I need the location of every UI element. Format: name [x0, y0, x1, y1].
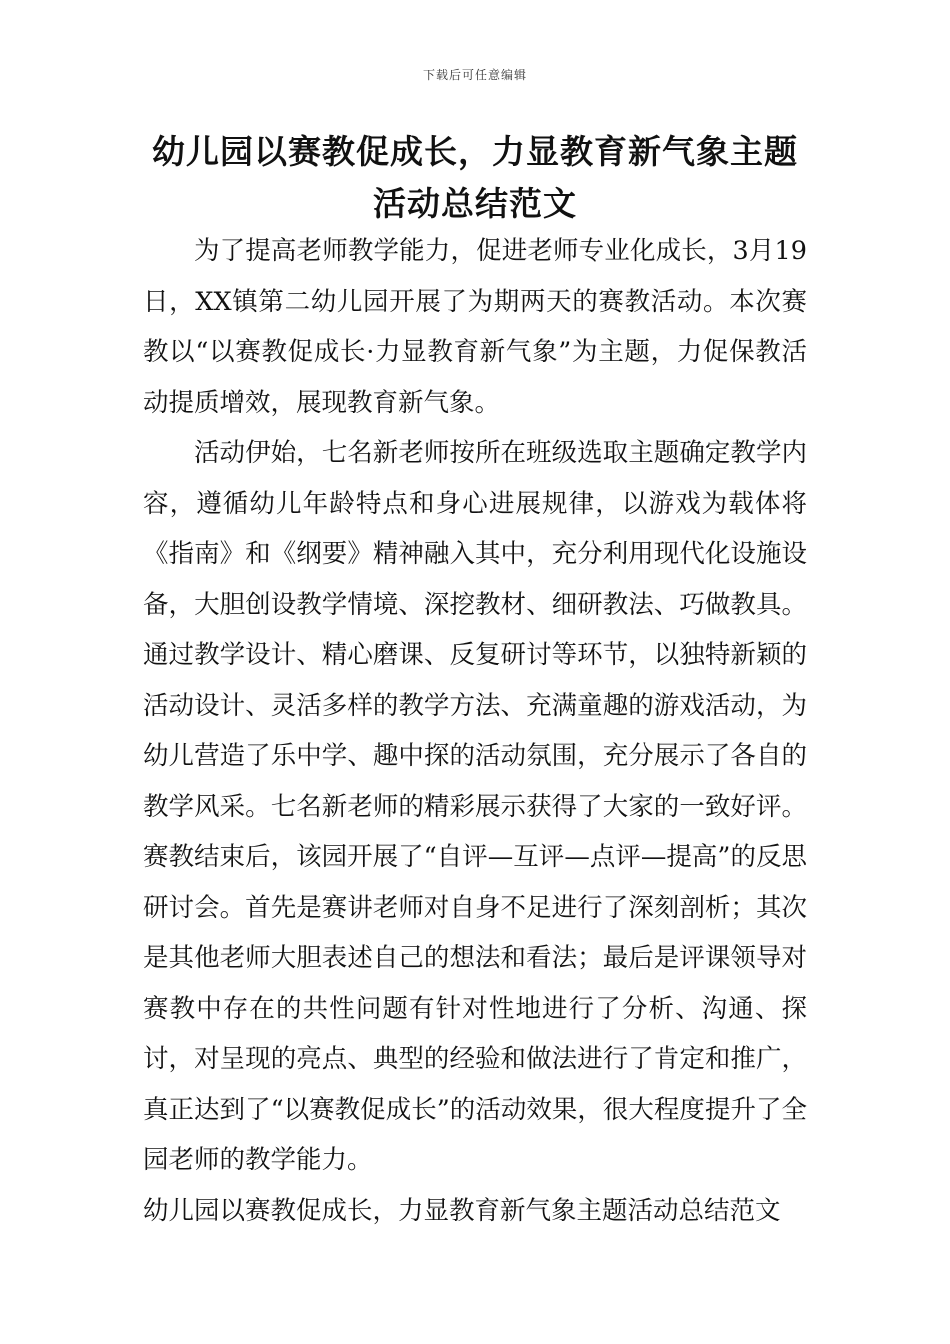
paragraph-activity: 活动伊始，七名新老师按所在班级选取主题确定教学内容，遵循幼儿年龄特点和身心进展规律，以游戏为载体将《指南》和《纲要》精神融入其中，充分利用现代化设施设备，大胆创设教学情境、深挖教材、细研教法、巧做教具。通过教学设计、精心磨课、反复研讨等环节，以独特新颖的活动设计、灵活多样的教学方法、充满童趣的游戏活动，为幼儿营造了乐中学、趣中探的活动氛围，充分展示了各自的教学风采。七名新老师的精彩展示获得了大家的一致好评。赛教结束后，该园开展了“自评—互评—点评—提高”的反思研讨会。首先是赛讲老师对自身不足进行了深刻剖析；其次是其他老师大胆表述自己的想法和看法；最后是评课领导对赛教中存在的共性问题有针对性地进行了分析、沟通、探讨，对呈现的亮点、典型的经验和做法进行了肯定和推广，真正达到了“以赛教促成长”的活动效果，很大程度提升了全园老师的教学能力。 — [143, 438, 807, 1175]
document-title: 幼儿园以赛教促成长，力显教育新气象主题活动总结范文 — [152, 132, 798, 223]
header-note: 下载后可任意编辑 — [422, 68, 527, 82]
paragraph-intro: 为了提高老师教学能力，促进老师专业化成长，3月19日，XX镇第二幼儿园开展了为期两天的赛教活动。本次赛教以“以赛教促成长·力显教育新气象”为主题，力促保教活动提质增效，展现教育新气象。 — [143, 236, 807, 418]
closing-title: 幼儿园以赛教促成长，力显教育新气象主题活动总结范文 — [143, 1195, 781, 1226]
document-body — [143, 226, 807, 1236]
